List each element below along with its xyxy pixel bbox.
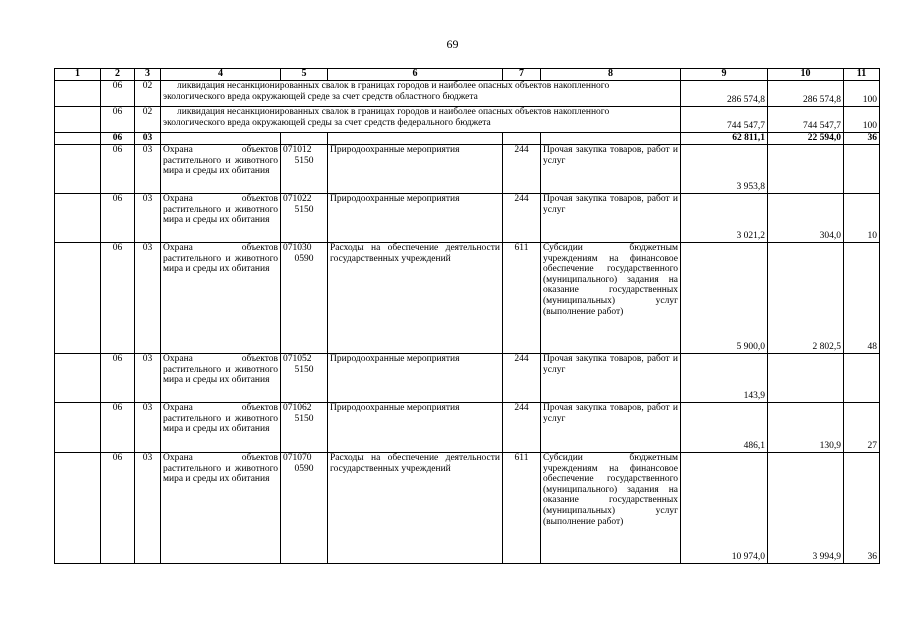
target-code-part: 071030 bbox=[283, 243, 312, 253]
cell-subsection: 03 bbox=[135, 354, 161, 403]
header-cell: 8 bbox=[541, 69, 681, 81]
cell-subsection: 03 bbox=[135, 403, 161, 453]
target-code-part: 071070 bbox=[283, 453, 312, 463]
cell-empty bbox=[281, 133, 328, 145]
target-code-part: 5150 bbox=[294, 364, 314, 375]
cell-actual: 130,9 bbox=[768, 403, 844, 453]
cell-description bbox=[161, 107, 681, 133]
cell-percent: 27 bbox=[844, 403, 880, 453]
cell-expense-desc: Прочая закупка товаров, работ и услуг bbox=[541, 354, 681, 403]
target-code-part: 0590 bbox=[294, 253, 314, 264]
cell-subsection: 03 bbox=[135, 453, 161, 564]
cell-expense-type: 244 bbox=[503, 403, 541, 453]
table-row bbox=[55, 81, 880, 107]
cell-percent: 48 bbox=[844, 243, 880, 354]
cell-planned: 486,1 bbox=[681, 403, 768, 453]
target-code-part: 5150 bbox=[294, 155, 314, 166]
cell-planned: 5 900,0 bbox=[681, 243, 768, 354]
table-row bbox=[55, 453, 880, 564]
cell-section: 06 bbox=[101, 403, 135, 453]
cell-expense-desc: Прочая закупка товаров, работ и услуг bbox=[541, 194, 681, 243]
header-cell: 11 bbox=[844, 69, 880, 81]
cell-percent bbox=[844, 354, 880, 403]
cell-percent: 100 bbox=[844, 81, 880, 107]
cell-purpose: Охрана объектов растительного и животного мира и среды их обитания bbox=[161, 194, 281, 243]
header-cell: 7 bbox=[503, 69, 541, 81]
cell-percent: 10 bbox=[844, 194, 880, 243]
table-row bbox=[55, 403, 880, 453]
cell-activity: Природоохранные мероприятия bbox=[328, 145, 503, 194]
target-code-part: 5150 bbox=[294, 413, 314, 424]
cell-purpose: Охрана объектов растительного и животного мира и среды их обитания bbox=[161, 453, 281, 564]
cell-empty bbox=[503, 133, 541, 145]
cell-empty bbox=[55, 243, 101, 354]
cell-expense-type: 611 bbox=[503, 453, 541, 564]
target-code-part: 071062 bbox=[283, 403, 312, 413]
table-row bbox=[55, 243, 880, 354]
cell-expense-desc: Субсидии бюджетным учреждениям на финансовое обеспечение государственного (муниципального) задания на оказание государственных (муниципальных) услуг (выполнение работ) bbox=[541, 243, 681, 354]
cell-planned: 744 547,7 bbox=[681, 107, 768, 133]
cell-empty bbox=[55, 403, 101, 453]
cell-activity: Расходы на обеспечение деятельности государственных учреждений bbox=[328, 243, 503, 354]
cell-target-code bbox=[281, 145, 328, 194]
cell-subsection: 02 bbox=[135, 107, 161, 133]
table-row bbox=[55, 107, 880, 133]
cell-actual bbox=[768, 145, 844, 194]
description-line: экологического вреда окружающей среды за счет средств федерального бюджета bbox=[163, 117, 491, 128]
cell-empty bbox=[161, 133, 281, 145]
cell-percent: 36 bbox=[844, 133, 880, 145]
cell-empty bbox=[55, 107, 101, 133]
cell-purpose: Охрана объектов растительного и животного мира и среды их обитания bbox=[161, 145, 281, 194]
table-row bbox=[55, 145, 880, 194]
header-cell: 9 bbox=[681, 69, 768, 81]
cell-actual: 304,0 bbox=[768, 194, 844, 243]
cell-empty bbox=[55, 81, 101, 107]
cell-activity: Расходы на обеспечение деятельности государственных учреждений bbox=[328, 453, 503, 564]
description-line: экологического вреда окружающей среде за счет средств областного бюджета bbox=[163, 91, 478, 102]
cell-expense-desc: Прочая закупка товаров, работ и услуг bbox=[541, 145, 681, 194]
table-row bbox=[55, 194, 880, 243]
cell-planned: 10 974,0 bbox=[681, 453, 768, 564]
header-cell: 2 bbox=[101, 69, 135, 81]
cell-expense-type: 244 bbox=[503, 354, 541, 403]
cell-section: 06 bbox=[101, 81, 135, 107]
header-cell: 5 bbox=[281, 69, 328, 81]
cell-section: 06 bbox=[101, 133, 135, 145]
budget-table bbox=[54, 68, 880, 564]
description-line: ликвидация несанкционированных свалок в границах городов и наиболее опасных объектов накопленного bbox=[177, 81, 610, 91]
cell-empty bbox=[541, 133, 681, 145]
cell-actual: 286 574,8 bbox=[768, 81, 844, 107]
cell-expense-desc: Прочая закупка товаров, работ и услуг bbox=[541, 403, 681, 453]
header-row bbox=[55, 69, 880, 81]
cell-actual: 744 547,7 bbox=[768, 107, 844, 133]
header-cell: 6 bbox=[328, 69, 503, 81]
cell-expense-desc: Субсидии бюджетным учреждениям на финансовое обеспечение государственного (муниципального) задания на оказание государственных (муниципальных) услуг (выполнение работ) bbox=[541, 453, 681, 564]
cell-percent: 100 bbox=[844, 107, 880, 133]
cell-subsection: 03 bbox=[135, 145, 161, 194]
cell-section: 06 bbox=[101, 453, 135, 564]
cell-activity: Природоохранные мероприятия bbox=[328, 354, 503, 403]
cell-expense-type: 244 bbox=[503, 145, 541, 194]
target-code-part: 0590 bbox=[294, 463, 314, 474]
page-number: 69 bbox=[446, 37, 459, 51]
cell-target-code bbox=[281, 243, 328, 354]
target-code-part: 071022 bbox=[283, 194, 312, 204]
cell-actual bbox=[768, 354, 844, 403]
header-cell: 10 bbox=[768, 69, 844, 81]
cell-purpose: Охрана объектов растительного и животного мира и среды их обитания bbox=[161, 403, 281, 453]
cell-activity: Природоохранные мероприятия bbox=[328, 194, 503, 243]
cell-empty bbox=[55, 145, 101, 194]
cell-planned: 143,9 bbox=[681, 354, 768, 403]
cell-subsection: 03 bbox=[135, 194, 161, 243]
cell-target-code bbox=[281, 194, 328, 243]
cell-actual: 3 994,9 bbox=[768, 453, 844, 564]
cell-actual: 2 802,5 bbox=[768, 243, 844, 354]
target-code-part: 071012 bbox=[283, 145, 312, 155]
target-code-part: 071052 bbox=[283, 354, 312, 364]
cell-section: 06 bbox=[101, 194, 135, 243]
cell-purpose: Охрана объектов растительного и животного мира и среды их обитания bbox=[161, 243, 281, 354]
cell-empty bbox=[55, 133, 101, 145]
target-code-part: 5150 bbox=[294, 204, 314, 215]
header-cell: 1 bbox=[55, 69, 101, 81]
cell-target-code bbox=[281, 403, 328, 453]
cell-target-code bbox=[281, 354, 328, 403]
total-row bbox=[55, 133, 880, 145]
cell-empty bbox=[55, 354, 101, 403]
cell-subsection: 02 bbox=[135, 81, 161, 107]
cell-empty bbox=[328, 133, 503, 145]
cell-purpose: Охрана объектов растительного и животного мира и среды их обитания bbox=[161, 354, 281, 403]
table-row bbox=[55, 354, 880, 403]
cell-subsection: 03 bbox=[135, 243, 161, 354]
cell-section: 06 bbox=[101, 354, 135, 403]
cell-actual: 22 594,0 bbox=[768, 133, 844, 145]
cell-planned: 62 811,1 bbox=[681, 133, 768, 145]
description-line: ликвидация несанкционированных свалок в границах городов и наиболее опасных объектов накопленного bbox=[177, 107, 610, 117]
header-cell: 4 bbox=[161, 69, 281, 81]
cell-expense-type: 611 bbox=[503, 243, 541, 354]
cell-planned: 3 953,8 bbox=[681, 145, 768, 194]
cell-description bbox=[161, 81, 681, 107]
cell-planned: 286 574,8 bbox=[681, 81, 768, 107]
cell-planned: 3 021,2 bbox=[681, 194, 768, 243]
cell-section: 06 bbox=[101, 107, 135, 133]
cell-percent bbox=[844, 145, 880, 194]
cell-subsection: 03 bbox=[135, 133, 161, 145]
cell-empty bbox=[55, 453, 101, 564]
cell-empty bbox=[55, 194, 101, 243]
cell-section: 06 bbox=[101, 243, 135, 354]
cell-activity: Природоохранные мероприятия bbox=[328, 403, 503, 453]
header-cell: 3 bbox=[135, 69, 161, 81]
cell-target-code bbox=[281, 453, 328, 564]
cell-percent: 36 bbox=[844, 453, 880, 564]
cell-expense-type: 244 bbox=[503, 194, 541, 243]
cell-section: 06 bbox=[101, 145, 135, 194]
